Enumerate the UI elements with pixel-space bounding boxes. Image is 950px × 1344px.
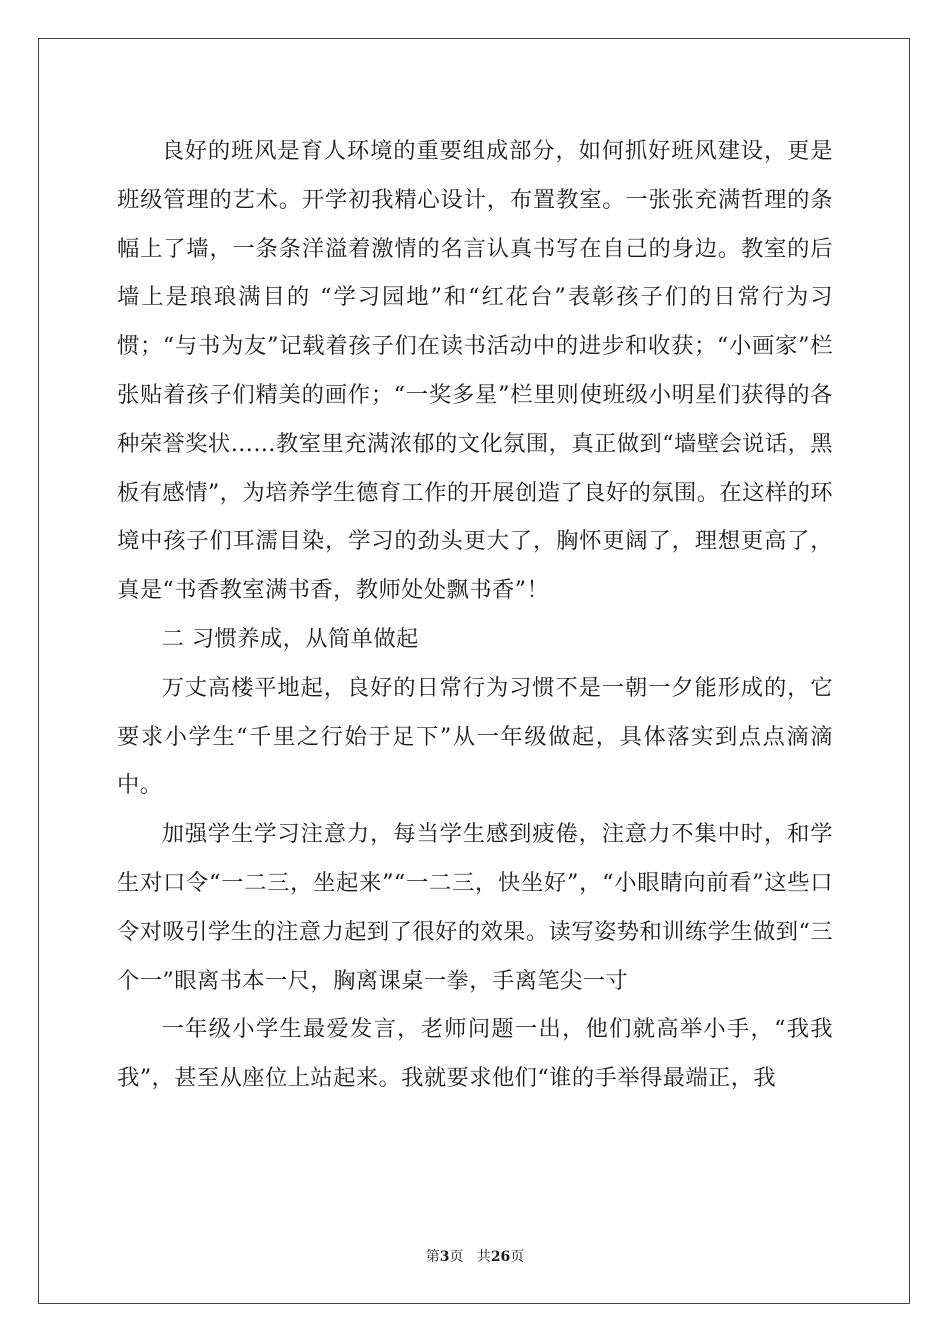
paragraph-daily-habits: 万丈高楼平地起，良好的日常行为习惯不是一朝一夕能形成的，它要求小学生“千里之行始于足下”从一年级做起，具体落实到点点滴滴中。 — [117, 674, 833, 799]
total-page-count: 26 — [490, 1249, 511, 1265]
footer-prefix: 第 — [425, 1249, 440, 1265]
paragraph-class-environment: 良好的班风是育人环境的重要组成部分，如何抓好班风建设，更是班级管理的艺术。开学初我精心设计，布置教室。一张张充满哲理的条幅上了墙，一条条洋溢着激情的名言认真书写在自己的身边。教室的后墙上是琅琅满目的 “学习园地”和“红花台”表彰孩子们的日常行为习惯；“与书为友”记载着孩子们在读书活动中的进步和收获；“小画家”栏张贴着孩子们精美的画作；“一奖多星”栏里则使班级小明星们获得的各种荣誉奖状……教室里充满浓郁的文化氛围，真正做到“墙壁会说话，黑板有感情”，为培养学生德育工作的开展创造了良好的氛围。在这样的环境中孩子们耳濡目染，学习的劲头更大了，胸怀更阔了，理想更高了，真是“书香教室满书香，教师处处飘书香”！ — [117, 138, 833, 604]
footer-suffix: 页 — [510, 1249, 525, 1265]
current-page-number: 3 — [439, 1249, 450, 1265]
paragraph-speaking-habits: 一年级小学生最爱发言，老师问题一出，他们就高举小手，“我我我”，甚至从座位上站起来。我就要求他们“谁的手举得最端正，我 — [117, 1016, 833, 1092]
section-heading-habit-formation: 二 习惯养成，从简单做起 — [161, 625, 419, 652]
footer-mid: 页 共 — [449, 1249, 491, 1265]
paragraph-attention-training: 加强学生学习注意力，每当学生感到疲倦，注意力不集中时，和学生对口令“一二三，坐起来”“一二三，快坐好”，“小眼睛向前看”这些口令对吸引学生的注意力起到了很好的效果。读写姿势和训练学生做到“三个一”眼离书本一尺，胸离课桌一拳，手离笔尖一寸 — [117, 821, 833, 994]
document-body — [117, 127, 833, 1103]
page-footer — [0, 1247, 950, 1267]
